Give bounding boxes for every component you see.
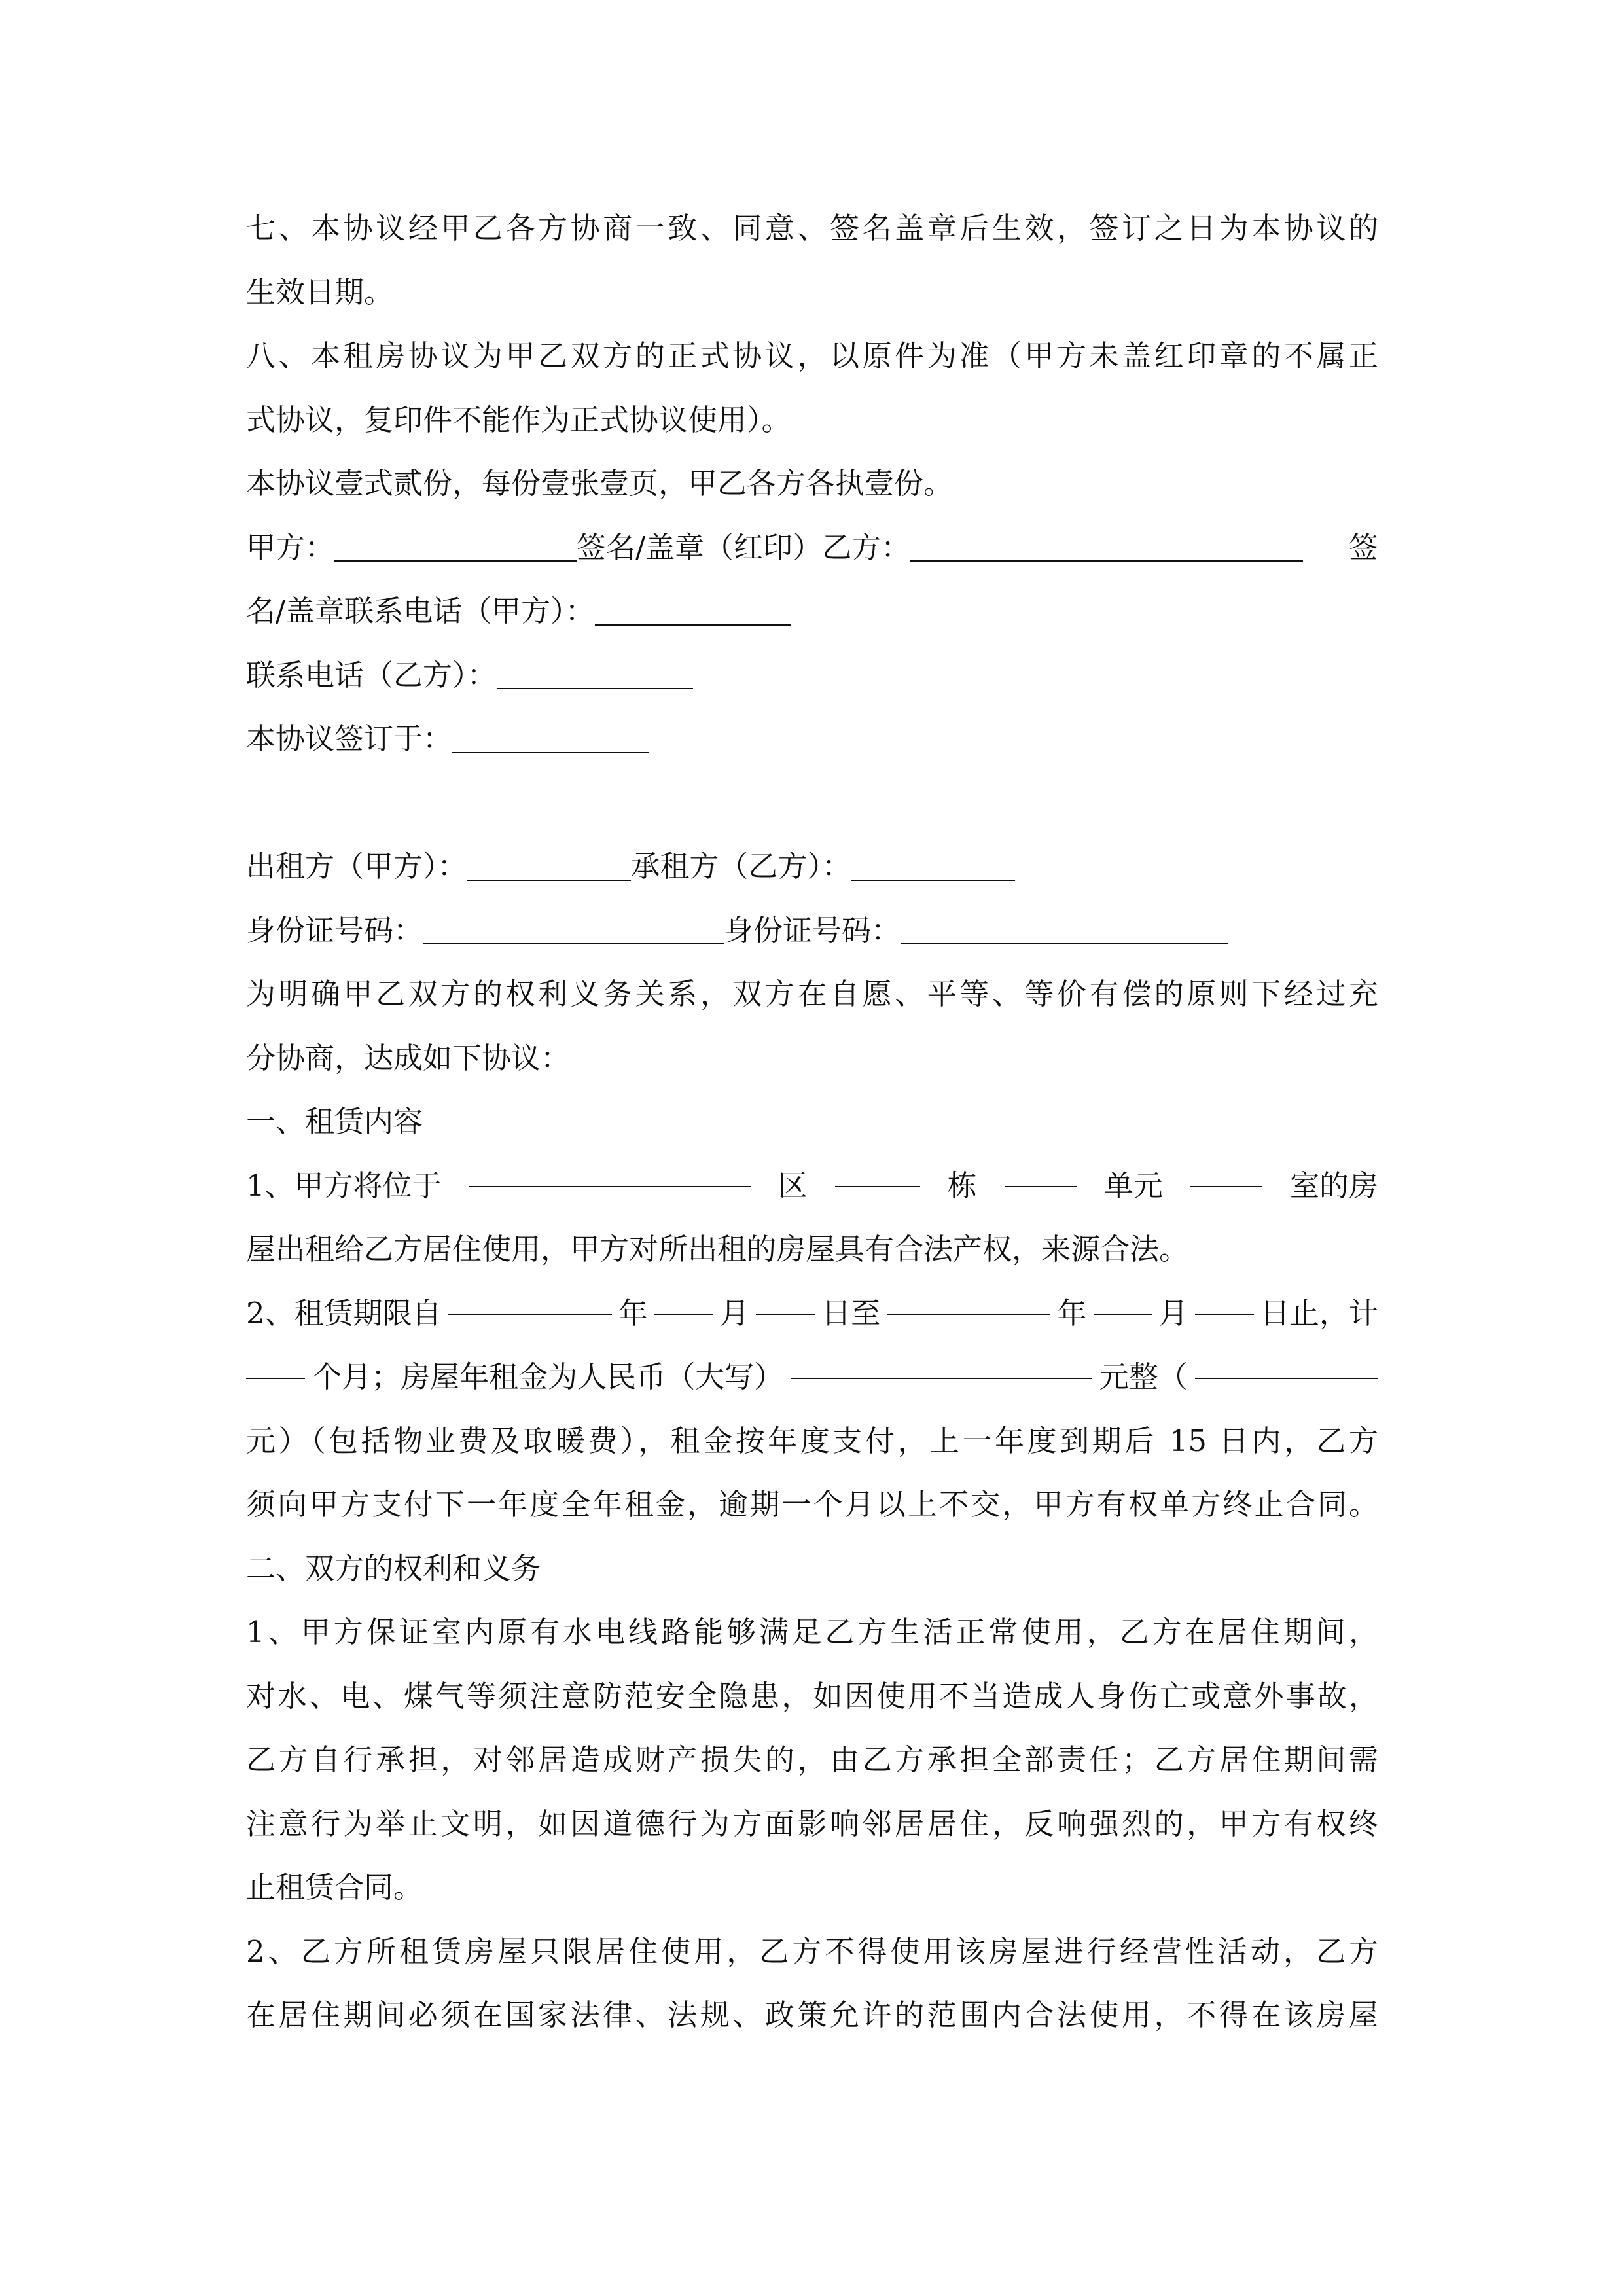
sign-seal-red-label: 签名/盖章（红印）乙方：: [577, 529, 911, 565]
phone-b-blank[interactable]: [497, 656, 693, 690]
month-label-1: 月: [720, 1295, 750, 1331]
intro-line-2: 分协商，达成如下协议：: [246, 1040, 571, 1075]
lease-item-2-line-4: 须向甲方支付下一年度全年租金，逾期一个月以上不交，甲方有权单方终止合同。: [246, 1487, 1378, 1522]
rights-item-2-line-2: 在居住期间必须在国家法律、法规、政策允许的范围内合法使用，不得在该房屋: [246, 1998, 1378, 2032]
item1-prefix: 1、甲方将位于: [246, 1168, 442, 1203]
rent-words-blank[interactable]: [791, 1345, 1092, 1379]
clause-8-line-2: 式协议，复印件不能作为正式协议使用）。: [246, 402, 791, 437]
id-b-blank[interactable]: [901, 911, 1228, 945]
document-body: [246, 196, 1378, 2047]
start-day-blank[interactable]: [756, 1282, 815, 1316]
end-day-blank[interactable]: [1195, 1282, 1254, 1316]
phone-a-blank[interactable]: [595, 592, 791, 626]
lease-item-2-line-1: [246, 1282, 1378, 1346]
building-label: 栋: [947, 1168, 977, 1203]
section-2-title: 二、双方的权利和义务: [246, 1551, 541, 1586]
lessee-blank[interactable]: [851, 847, 1015, 881]
lessor-blank[interactable]: [467, 847, 631, 881]
end-year-blank[interactable]: [887, 1282, 1050, 1316]
start-year-blank[interactable]: [448, 1282, 612, 1316]
rights-item-1-line-5: 止租赁合同。: [246, 1870, 423, 1905]
intro-line-1: 为明确甲乙双方的权利义务关系，双方在自愿、平等、等价有偿的原则下经过充: [246, 977, 1378, 1011]
end-month-blank[interactable]: [1094, 1282, 1152, 1316]
day-end-label: 日止，计: [1260, 1295, 1378, 1331]
month-label-2: 月: [1158, 1295, 1188, 1331]
year-label-1: 年: [618, 1295, 648, 1331]
signed-at-label: 本协议签订于：: [246, 721, 453, 756]
section-1-title: 一、租赁内容: [246, 1104, 423, 1139]
lease-item-2-line-3: 元）（包括物业费及取暖费），租金按年度支付，上一年度到期后 15 日内，乙方: [246, 1423, 1378, 1458]
lease-item-1-line-2: 屋出租给乙方居住使用，甲方对所出租的房屋具有合法产权，来源合法。: [246, 1232, 1189, 1266]
unit-blank[interactable]: [1005, 1154, 1077, 1188]
party-b-signature-blank[interactable]: [910, 528, 1303, 562]
clause-8-line-1: 八、本租房协议为甲乙双方的正式协议，以原件为准（甲方未盖红印章的不属正: [246, 338, 1378, 373]
rights-item-1-line-2: 对水、电、煤气等须注意防范安全隐患，如因使用不当造成人身伤亡或意外事故，: [246, 1678, 1378, 1713]
room-blank[interactable]: [1190, 1154, 1262, 1188]
months-rent-label: 个月；房屋年租金为人民币（大写）: [312, 1359, 784, 1394]
lessee-label: 承租方（乙方）：: [630, 849, 852, 884]
phone-a-line: [246, 579, 1378, 643]
months-blank[interactable]: [246, 1345, 305, 1379]
item2-prefix: 2、租赁期限自: [246, 1295, 442, 1331]
copies-clause: 本协议壹式贰份，每份壹张壹页，甲乙各方各执壹份。: [246, 466, 954, 501]
district-label: 区: [777, 1168, 808, 1203]
rights-item-1-line-4: 注意行为举止文明，如因道德行为方面影响邻居居住，反响强烈的，甲方有权终: [246, 1806, 1378, 1841]
id-a-label: 身份证号码：: [246, 912, 423, 948]
clause-7-line-1: 七、本协议经甲乙各方协商一致、同意、签名盖章后生效，签订之日为本协议的: [246, 211, 1378, 245]
rights-item-1-line-1: 1、甲方保证室内原有水电线路能够满足乙方生活正常使用，乙方在居住期间，: [246, 1615, 1378, 1649]
yuan-whole-label: 元整（: [1099, 1359, 1188, 1394]
signed-at-blank[interactable]: [452, 719, 649, 753]
sign-tail-label: 签: [1348, 529, 1378, 565]
rights-item-2-line-1: 2、乙方所租赁房屋只限居住使用，乙方不得使用该房屋进行经营性活动，乙方: [246, 1933, 1378, 1969]
rent-number-blank[interactable]: [1195, 1345, 1378, 1379]
building-blank[interactable]: [835, 1154, 920, 1188]
signed-at-line: [246, 707, 1378, 771]
rights-item-1-line-3: 乙方自行承担，对邻居造成财产损失的，由乙方承担全部责任；乙方居住期间需: [246, 1742, 1378, 1777]
phone-a-label: 名/盖章联系电话（甲方）：: [246, 594, 595, 628]
day-to-label: 日至: [821, 1295, 881, 1331]
phone-b-line: [246, 643, 1378, 708]
party-a-label: 甲方：: [246, 529, 335, 565]
parties-line: [246, 834, 1378, 899]
start-month-blank[interactable]: [654, 1282, 713, 1316]
year-label-2: 年: [1057, 1295, 1087, 1331]
room-label: 室的房: [1289, 1168, 1378, 1203]
address-blank[interactable]: [469, 1154, 751, 1188]
lessor-label: 出租方（甲方）：: [246, 849, 467, 884]
lease-item-1-line-1: [246, 1154, 1378, 1218]
signature-line: [246, 516, 1378, 580]
spacer: [246, 771, 1378, 835]
id-number-line: [246, 899, 1378, 963]
party-a-signature-blank[interactable]: [334, 528, 577, 562]
clause-7-line-2: 生效日期。: [246, 274, 394, 310]
id-b-label: 身份证号码：: [724, 912, 901, 948]
unit-label: 单元: [1103, 1168, 1163, 1203]
id-a-blank[interactable]: [423, 911, 724, 945]
lease-item-2-line-2: [246, 1345, 1378, 1409]
phone-b-label: 联系电话（乙方）：: [246, 657, 497, 692]
